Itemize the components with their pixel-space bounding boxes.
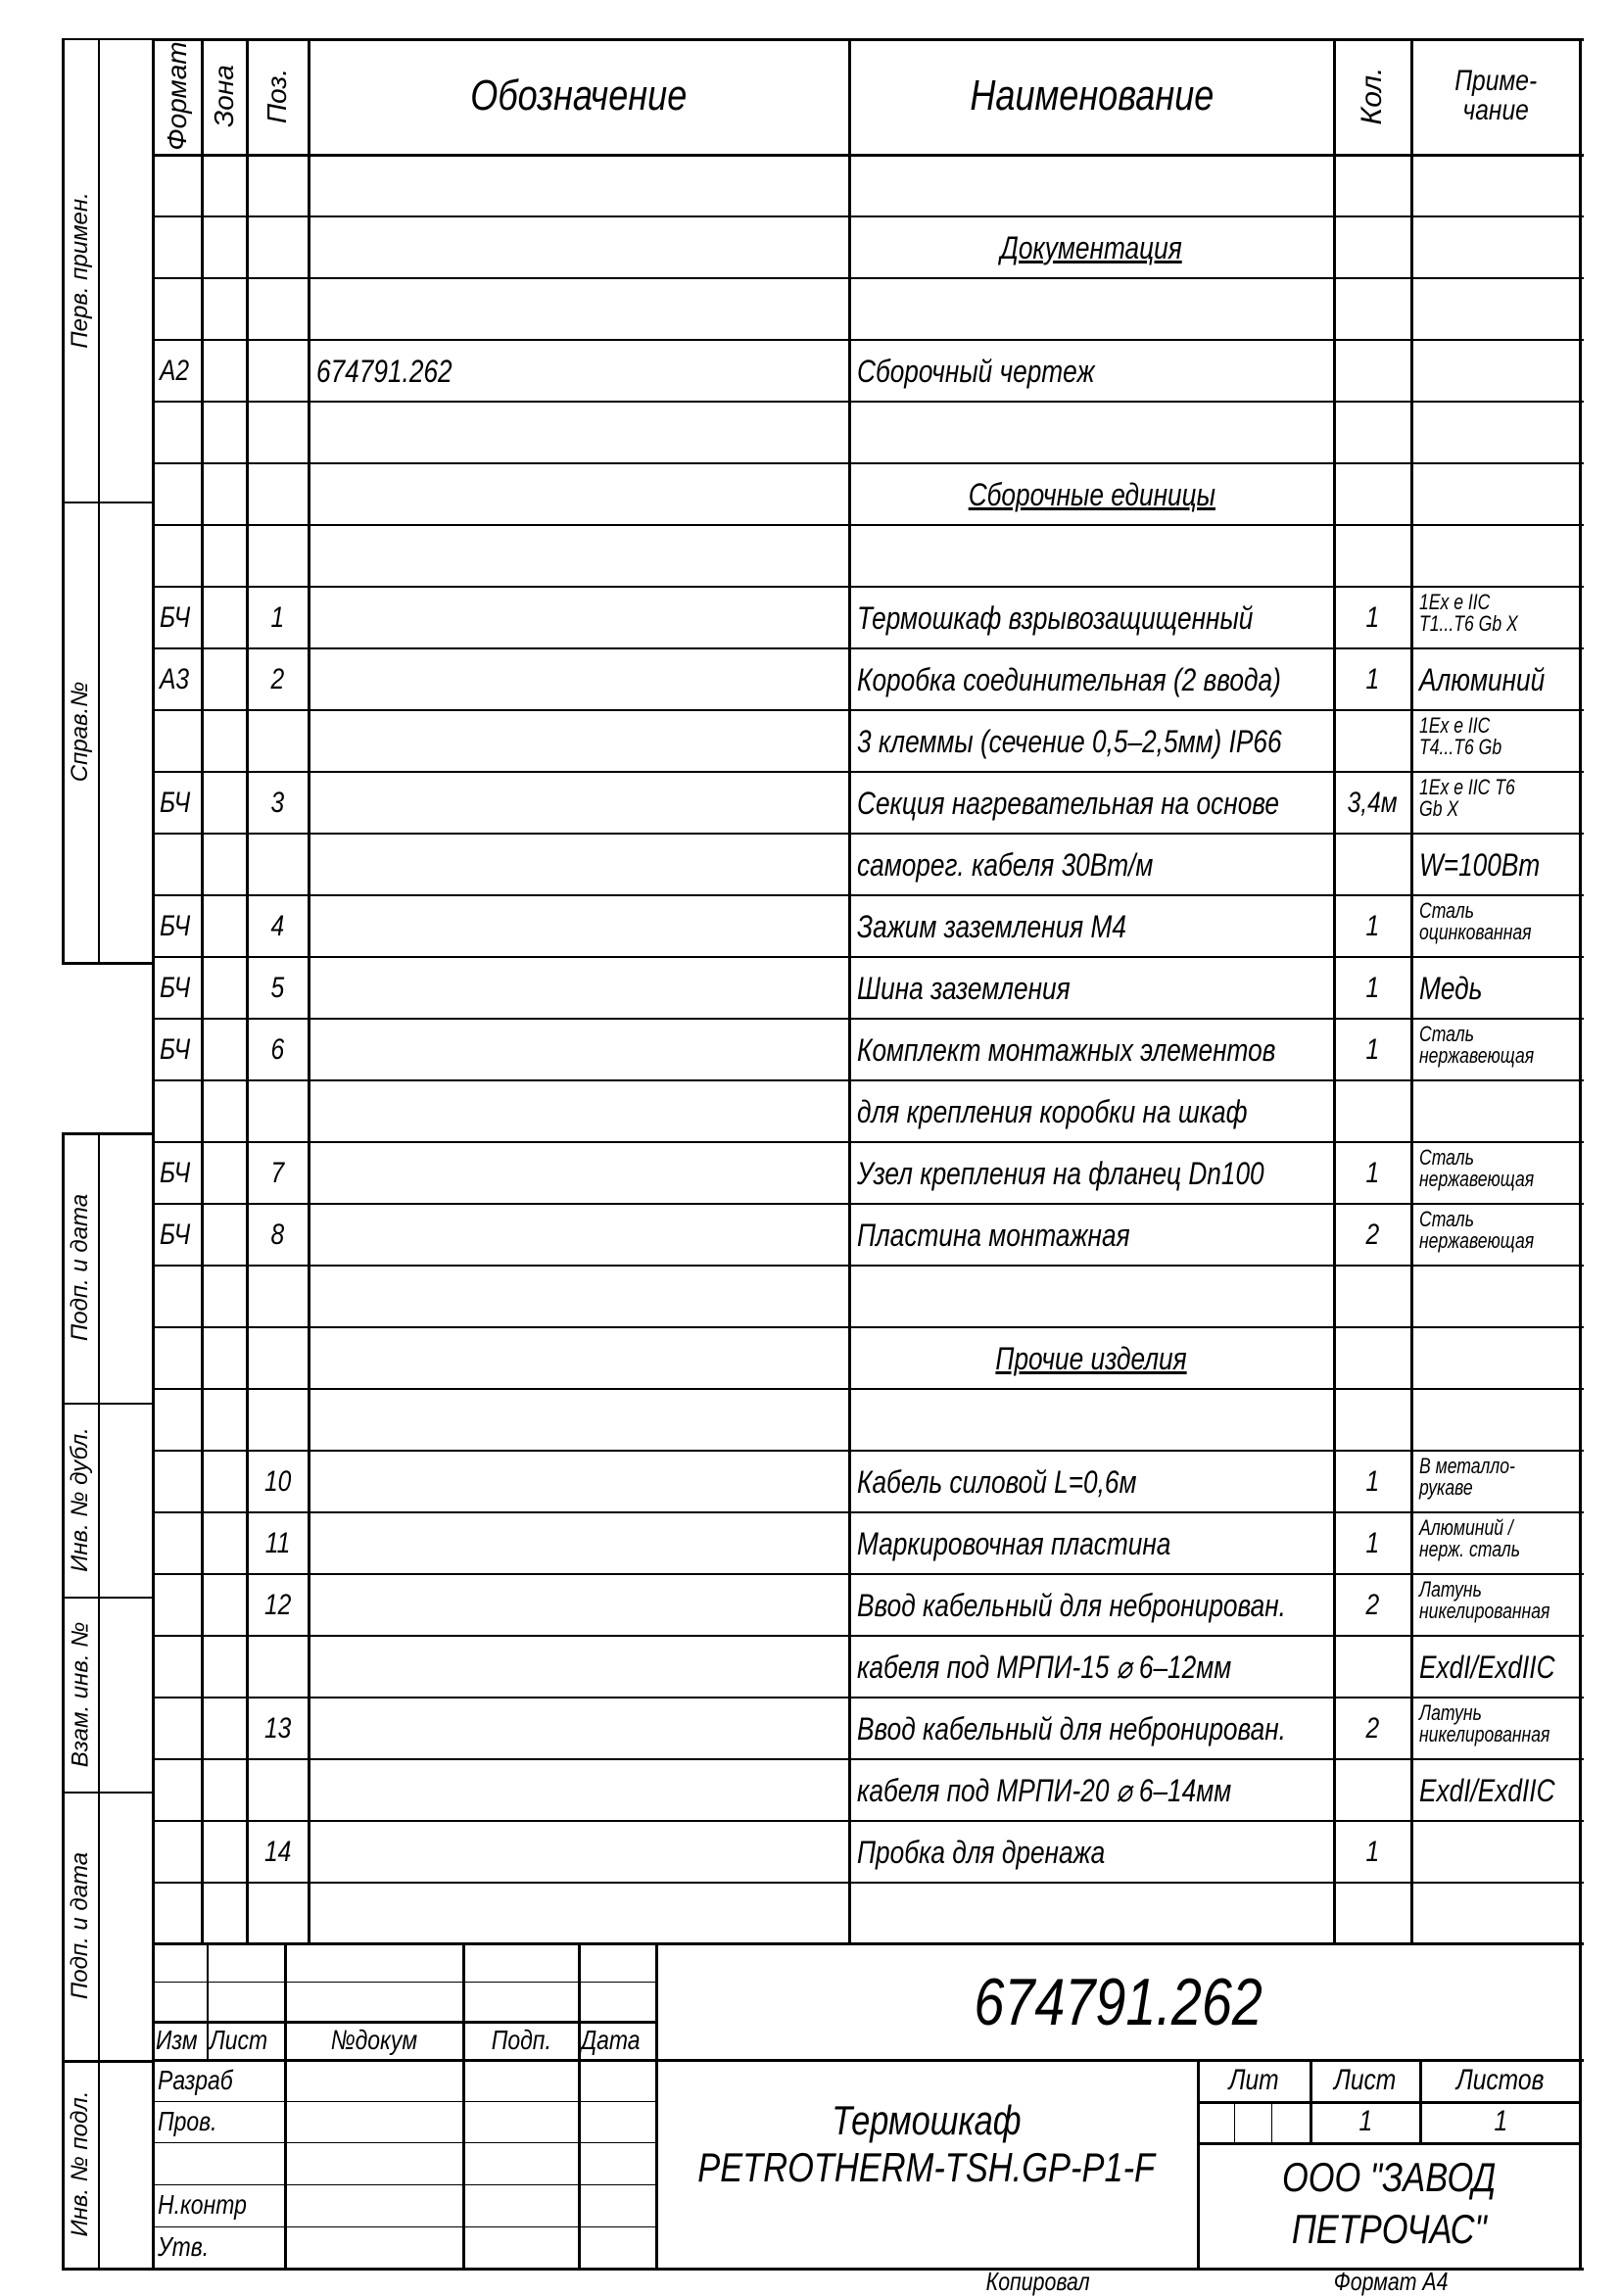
- row-name: [849, 649, 1334, 709]
- row-note: [1411, 1147, 1581, 1201]
- row-quantity-text: 2: [1365, 1711, 1380, 1745]
- header-pos: Поз.: [262, 68, 292, 124]
- row-name-text: Термошкаф взрывозащищенный: [857, 599, 1254, 636]
- row-line: [154, 1388, 1584, 1390]
- product-code-text: PETROTHERM-TSH.GP-P1-F: [697, 2144, 1156, 2190]
- row-name-text: кабеля под МРПИ-20 ⌀ 6–14мм: [857, 1772, 1232, 1808]
- header-qty: Кол.: [1356, 67, 1388, 125]
- row-quantity: [1334, 958, 1411, 1018]
- row-position: [247, 1205, 309, 1265]
- row-position: [247, 958, 309, 1018]
- product-name: [656, 2096, 1197, 2145]
- row-note-text: 1Ex e IIC T4...T6 Gb: [1419, 713, 1502, 759]
- row-position: [247, 1698, 309, 1758]
- row-note-text: 1Ex e IIC T1...T6 Gb X: [1419, 590, 1518, 636]
- row-position: [247, 1822, 309, 1882]
- header-format: Формат: [162, 41, 192, 151]
- label-lit: [1197, 2060, 1311, 2101]
- company-name-text: ООО "ЗАВОД: [1281, 2153, 1497, 2200]
- row-name-text: Коробка соединительная (2 ввода): [857, 661, 1281, 697]
- row-name: [849, 773, 1334, 833]
- row-line: [154, 277, 1584, 279]
- row-position-text: 12: [263, 1588, 292, 1621]
- row-position-text: 11: [264, 1526, 291, 1559]
- title-col-line: [578, 2060, 581, 2268]
- company-name-2: [1197, 2202, 1581, 2256]
- row-position: [247, 1513, 309, 1573]
- row-position-text: 14: [263, 1835, 292, 1868]
- row-format: [154, 588, 202, 647]
- row-format-text: БЧ: [160, 1032, 191, 1066]
- row-format-text: БЧ: [160, 971, 191, 1004]
- row-position: [247, 649, 309, 709]
- section-heading-text: Прочие изделия: [995, 1340, 1188, 1376]
- row-quantity: [1334, 1452, 1411, 1511]
- side-strip-line: [62, 2060, 154, 2063]
- side-strip-line: [62, 962, 154, 965]
- row-name: [849, 1513, 1334, 1573]
- row-format-text: БЧ: [160, 909, 191, 942]
- section-heading: [849, 217, 1334, 277]
- row-quantity: [1334, 649, 1411, 709]
- row-format: [154, 341, 202, 401]
- row-quantity-text: 1: [1365, 971, 1380, 1004]
- row-note: [1411, 900, 1581, 954]
- footer-format-text: Формат А4: [1333, 2267, 1449, 2296]
- row-format: [154, 958, 202, 1018]
- side-label-2: Взам. инв. №: [67, 1621, 93, 1767]
- header-name-text: Наименование: [969, 72, 1214, 120]
- row-quantity-text: 1: [1365, 1156, 1380, 1189]
- row-position-text: 4: [270, 909, 285, 942]
- side-label-first-use: Перв. примен.: [67, 191, 93, 349]
- side-strip-divider: [98, 38, 100, 963]
- row-format-text: БЧ: [160, 600, 191, 634]
- row-name: [849, 341, 1334, 401]
- label-date-text: Дата: [581, 2025, 641, 2055]
- sheet-number: [1310, 2101, 1420, 2142]
- label-list-text: Лист: [210, 2025, 268, 2055]
- row-note: [1411, 1579, 1581, 1633]
- row-note: [1411, 649, 1581, 709]
- row-name: [849, 1205, 1334, 1265]
- row-format: [154, 1205, 202, 1265]
- row-position-text: 6: [270, 1032, 285, 1066]
- row-format-text: БЧ: [160, 1156, 191, 1189]
- label-sheets: [1420, 2060, 1581, 2101]
- side-label-1: Инв. № дубл.: [67, 1427, 93, 1572]
- row-note: [1411, 835, 1581, 894]
- row-position: [247, 588, 309, 647]
- row-format-text: А3: [160, 662, 190, 695]
- label-izm-text: Изм: [156, 2025, 198, 2055]
- row-note: [1411, 1760, 1581, 1820]
- row-note-text: ExdI/ExdIIC: [1419, 1772, 1555, 1808]
- row-name-text: кабеля под МРПИ-15 ⌀ 6–12мм: [857, 1649, 1232, 1685]
- row-position: [247, 896, 309, 956]
- header-designation: [309, 38, 849, 154]
- row-line: [154, 1882, 1584, 1884]
- row-note-text: Сталь нержавеющая: [1419, 1145, 1535, 1191]
- row-note: [1411, 958, 1581, 1018]
- row-quantity: [1334, 588, 1411, 647]
- row-name: [849, 835, 1334, 894]
- row-note: [1411, 1456, 1581, 1509]
- header-zone: Зона: [209, 65, 239, 127]
- row-position-text: 8: [270, 1218, 285, 1251]
- row-note-text: Латунь никелированная: [1419, 1700, 1550, 1746]
- label-list: [208, 2021, 285, 2060]
- row-quantity-text: 1: [1365, 1032, 1380, 1066]
- row-quantity-text: 3,4м: [1347, 786, 1399, 819]
- row-quantity: [1334, 1698, 1411, 1758]
- row-note-text: Алюминий: [1419, 661, 1546, 697]
- row-designation-text: 674791.262: [316, 353, 453, 389]
- row-name: [849, 588, 1334, 647]
- row-position-text: 10: [263, 1464, 292, 1498]
- header-note-text: Приме- чание: [1454, 65, 1538, 126]
- row-note: [1411, 1209, 1581, 1263]
- row-quantity-text: 2: [1365, 1588, 1380, 1621]
- role-label-text: Пров.: [158, 2106, 217, 2136]
- row-format: [154, 1143, 202, 1203]
- row-format-text: БЧ: [160, 1218, 191, 1251]
- row-format: [154, 773, 202, 833]
- section-heading: [849, 1328, 1334, 1388]
- row-name-text: Кабель силовой L=0,6м: [857, 1463, 1137, 1500]
- row-position: [247, 1575, 309, 1635]
- section-heading-text: Сборочные единицы: [968, 476, 1215, 512]
- row-format-text: БЧ: [160, 786, 191, 819]
- side-strip-line: [62, 38, 154, 40]
- row-quantity: [1334, 896, 1411, 956]
- row-format-text: А2: [160, 354, 190, 387]
- row-name-text: Ввод кабельный для небронирован.: [857, 1587, 1286, 1623]
- row-name: [849, 1637, 1334, 1697]
- row-note-text: Сталь оцинкованная: [1419, 898, 1532, 944]
- title-line: [1197, 2142, 1581, 2145]
- header-bottom-line: [154, 154, 1584, 157]
- row-line: [154, 1265, 1584, 1267]
- row-quantity: [1334, 1575, 1411, 1635]
- row-position: [247, 1452, 309, 1511]
- row-name-text: Маркировочная пластина: [857, 1525, 1171, 1561]
- title-thin-line: [154, 1982, 656, 1983]
- label-doc-number: [285, 2021, 463, 2060]
- title-designation: [656, 1943, 1581, 2060]
- row-quantity-text: 1: [1365, 1835, 1380, 1868]
- row-note: [1411, 715, 1581, 769]
- row-name: [849, 1020, 1334, 1079]
- role-label-text: Разраб: [158, 2065, 233, 2095]
- row-designation: [309, 341, 849, 401]
- row-quantity: [1334, 1020, 1411, 1079]
- role-label-text: Н.контр: [158, 2189, 247, 2220]
- row-note-text: Сталь нержавеющая: [1419, 1207, 1535, 1253]
- row-name: [849, 1698, 1334, 1758]
- label-date: [579, 2021, 656, 2060]
- header-note: [1411, 38, 1581, 154]
- row-note: [1411, 777, 1581, 831]
- label-sheet: [1310, 2060, 1420, 2101]
- row-name-text: Шина заземления: [857, 970, 1071, 1006]
- role-label: [154, 2060, 285, 2101]
- title-thin-line: [154, 2142, 656, 2143]
- row-note-text: Алюминий / нерж. сталь: [1419, 1515, 1520, 1561]
- row-position-text: 5: [270, 971, 285, 1004]
- row-note-text: 1Ex e IIC T6 Gb X: [1419, 775, 1515, 821]
- row-format: [154, 1020, 202, 1079]
- row-quantity: [1334, 1143, 1411, 1203]
- side-strip-line: [62, 502, 154, 503]
- row-name-text: Сборочный чертеж: [857, 353, 1095, 389]
- row-name-text: Ввод кабельный для небронирован.: [857, 1710, 1286, 1746]
- product-name-text: Термошкаф: [832, 2097, 1022, 2143]
- row-position: [247, 1020, 309, 1079]
- row-position-text: 3: [270, 786, 285, 819]
- label-signature: [463, 2021, 579, 2060]
- row-quantity: [1334, 1822, 1411, 1882]
- row-format: [154, 649, 202, 709]
- label-izm: [154, 2021, 208, 2060]
- row-name: [849, 1760, 1334, 1820]
- row-note-text: Медь: [1419, 970, 1483, 1006]
- row-line: [154, 524, 1584, 526]
- company-name-2-text: ПЕТРОЧАС": [1291, 2205, 1487, 2252]
- side-label-0: Подп. и дата: [67, 1193, 93, 1342]
- row-quantity-text: 1: [1365, 909, 1380, 942]
- header-designation-text: Обозначение: [470, 72, 688, 120]
- title-col-line: [462, 2060, 465, 2268]
- side-strip-line: [62, 2268, 154, 2271]
- row-quantity-text: 2: [1365, 1218, 1380, 1251]
- side-strip-line: [62, 1403, 154, 1405]
- row-note: [1411, 1637, 1581, 1697]
- title-designation-text: 674791.262: [974, 1964, 1263, 2039]
- section-heading: [849, 464, 1334, 524]
- row-note-text: Сталь нержавеющая: [1419, 1022, 1535, 1068]
- row-name-text: Комплект монтажных элементов: [857, 1031, 1276, 1068]
- row-name-text: Зажим заземления М4: [857, 908, 1126, 944]
- footer-copied-text: Копировал: [985, 2267, 1091, 2296]
- row-name: [849, 1081, 1334, 1141]
- sheet-number-text: 1: [1358, 2105, 1372, 2137]
- row-note-text: ExdI/ExdIIC: [1419, 1649, 1555, 1685]
- row-note: [1411, 1517, 1581, 1571]
- role-label-text: Утв.: [158, 2231, 210, 2262]
- label-lit-text: Лит: [1228, 2064, 1280, 2096]
- row-quantity: [1334, 1205, 1411, 1265]
- row-name: [849, 1143, 1334, 1203]
- label-sheets-text: Листов: [1456, 2064, 1545, 2096]
- row-note: [1411, 1024, 1581, 1077]
- label-signature-text: Подп.: [491, 2025, 551, 2055]
- row-format: [154, 896, 202, 956]
- row-name-text: Узел крепления на фланец Dn100: [857, 1155, 1264, 1191]
- row-name-text: для крепления коробки на шкаф: [857, 1093, 1248, 1129]
- label-doc-number-text: №докум: [330, 2025, 418, 2055]
- row-name: [849, 711, 1334, 771]
- section-heading-text: Документация: [1000, 229, 1183, 265]
- row-name: [849, 958, 1334, 1018]
- row-note: [1411, 1702, 1581, 1756]
- row-quantity: [1334, 773, 1411, 833]
- lit-subcell: [1271, 2101, 1272, 2142]
- side-label-reference: Справ.№: [67, 681, 93, 783]
- side-strip-line: [62, 1132, 154, 1135]
- row-position-text: 2: [270, 662, 285, 695]
- row-name-text: Пробка для дренажа: [857, 1834, 1106, 1870]
- row-note: [1411, 592, 1581, 646]
- row-note-text: W=100Вт: [1419, 846, 1541, 883]
- row-name: [849, 896, 1334, 956]
- side-strip-line: [62, 1597, 154, 1599]
- row-position-text: 7: [270, 1156, 285, 1189]
- row-note-text: Латунь никелированная: [1419, 1577, 1550, 1623]
- row-note-text: В металло-рукаве: [1419, 1454, 1515, 1500]
- company-name: [1197, 2150, 1581, 2204]
- sheet-count-text: 1: [1494, 2105, 1507, 2137]
- row-name: [849, 1822, 1334, 1882]
- lit-subcell: [1234, 2101, 1235, 2142]
- row-quantity-text: 1: [1365, 1464, 1380, 1498]
- label-sheet-text: Лист: [1334, 2064, 1397, 2096]
- row-quantity-text: 1: [1365, 662, 1380, 695]
- row-name-text: саморег. кабеля 30Вт/м: [857, 846, 1154, 883]
- header-name: [849, 38, 1334, 154]
- row-quantity-text: 1: [1365, 600, 1380, 634]
- row-quantity: [1334, 1513, 1411, 1573]
- side-strip-divider: [98, 1132, 100, 2268]
- row-name-text: 3 клеммы (сечение 0,5–2,5мм) IP66: [857, 723, 1282, 759]
- row-name: [849, 1575, 1334, 1635]
- side-label-4: Инв. № подл.: [67, 2090, 93, 2237]
- role-label: [154, 2101, 285, 2142]
- row-name-text: Пластина монтажная: [857, 1217, 1130, 1253]
- row-position-text: 13: [263, 1711, 292, 1745]
- row-quantity-text: 1: [1365, 1526, 1380, 1559]
- footer-format: [1273, 2267, 1508, 2296]
- role-label: [154, 2184, 285, 2225]
- row-position: [247, 773, 309, 833]
- sheet-count: [1420, 2101, 1581, 2142]
- row-name-text: Секция нагревательная на основе: [857, 785, 1280, 821]
- product-code: [656, 2143, 1197, 2192]
- side-label-3: Подп. и дата: [67, 1851, 93, 2000]
- row-position-text: 1: [270, 600, 285, 634]
- side-strip-line: [62, 1792, 154, 1794]
- row-name: [849, 1452, 1334, 1511]
- row-position: [247, 1143, 309, 1203]
- row-line: [154, 401, 1584, 403]
- footer-copied: [940, 2267, 1136, 2296]
- role-label: [154, 2226, 285, 2268]
